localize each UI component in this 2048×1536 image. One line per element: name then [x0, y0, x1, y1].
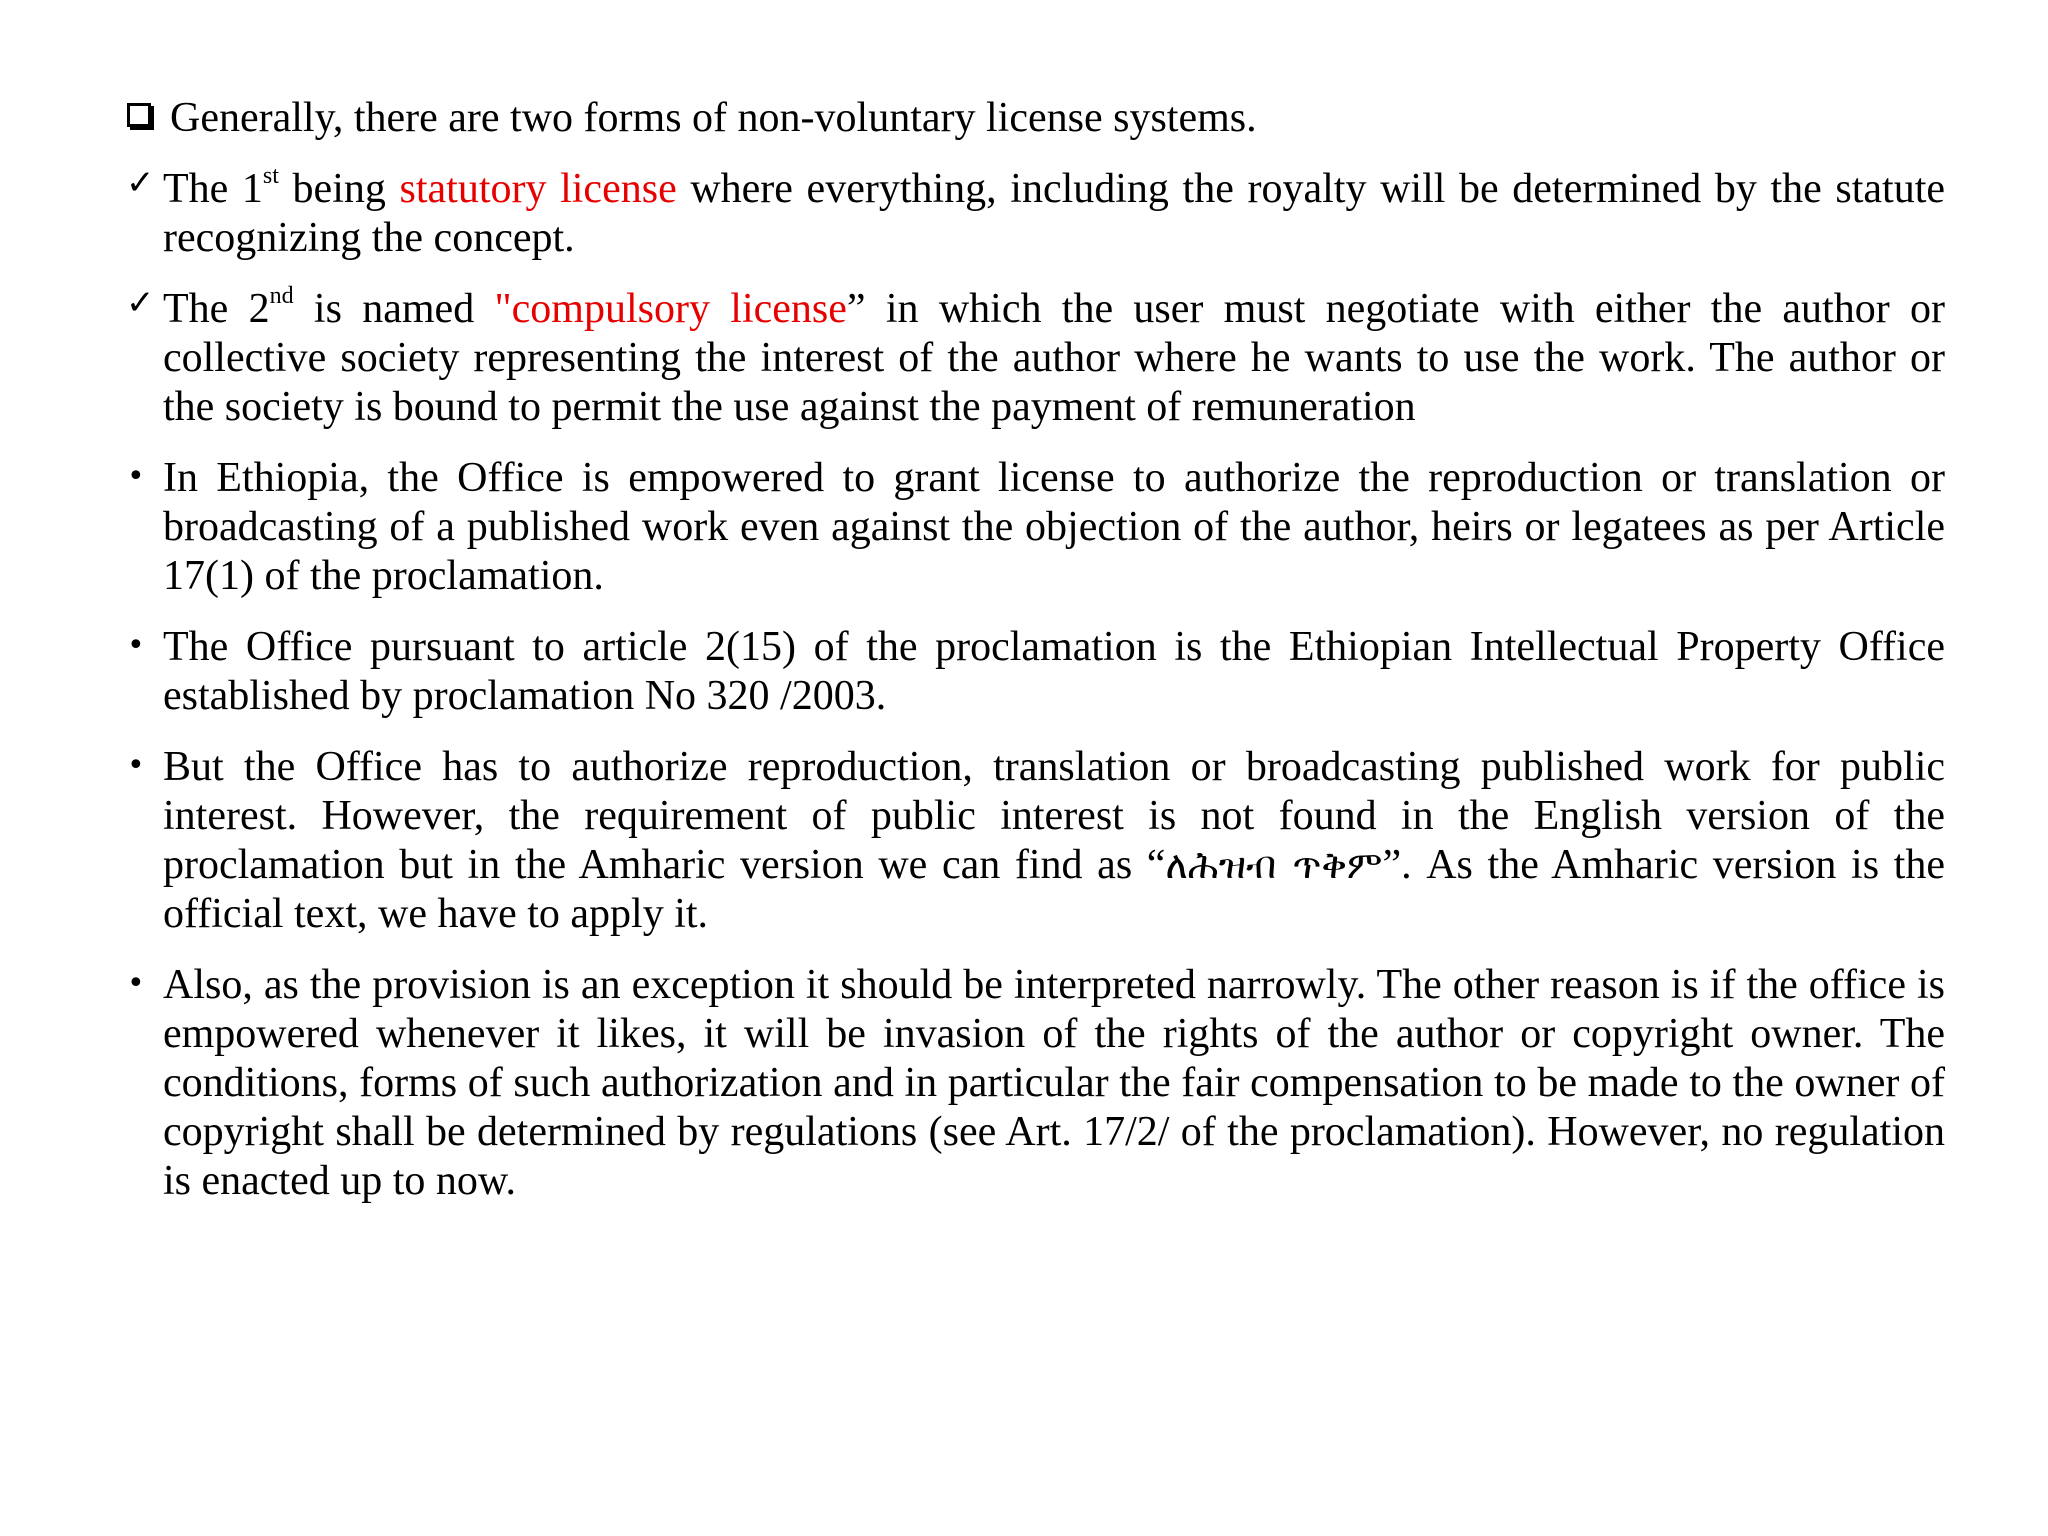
- statutory-license-term: statutory license: [399, 166, 677, 212]
- ethiopia-office-item: [125, 454, 1945, 601]
- statutory-after: where everything, including the royalty will be determined by the statute recognizing the concept.: [163, 166, 1946, 261]
- intro-text: Generally, there are two forms of non-voluntary license systems.: [170, 95, 1257, 141]
- compulsory-ordinal: nd: [269, 283, 294, 309]
- statutory-mid: being: [278, 166, 400, 212]
- bullet-icon: •: [127, 748, 145, 783]
- bullet-icon: •: [127, 966, 145, 1001]
- compulsory-license-term: "compulsory license: [494, 286, 847, 332]
- statutory-before: The 1: [163, 166, 263, 212]
- slide-body: [125, 94, 1945, 1228]
- compulsory-after: ” in which the user must negotiate with either the author or collective society representing the interest of the author where he wants to use the work. The author or the society is bound to permit the use against the payment of remuneration: [163, 286, 1946, 430]
- checkmark-icon: ✓: [126, 283, 155, 323]
- checkmark-icon: ✓: [126, 163, 155, 203]
- compulsory-mid: is named: [293, 286, 495, 332]
- intro-item: [125, 94, 1945, 143]
- compulsory-before: The 2: [163, 286, 270, 332]
- narrow-interpretation-text: Also, as the provision is an exception it should be interpreted narrowly. The other reason is if the office is empowered whenever it likes, it will be invasion of the rights of the author or copyright owner. The conditions, forms of such authorization and in particular the fair compensation to be made to the owner of copyright shall be determined by regulations (see Art. 17/2/ of the proclamation). However, no regulation is enacted up to now.: [163, 962, 1945, 1204]
- statutory-ordinal: st: [262, 163, 279, 189]
- public-interest-after: ”. As the Amharic version is the official text, we have to apply it.: [163, 842, 1945, 937]
- compulsory-license-item: [125, 285, 1945, 432]
- bullet-icon: •: [127, 628, 145, 663]
- ethiopia-office-text: In Ethiopia, the Office is empowered to grant license to authorize the reproduction or translation or broadcasting of a published work even against the objection of the author, heirs or legatees as per Article 17(1) of the proclamation.: [163, 455, 1945, 599]
- bullet-icon: •: [127, 459, 145, 494]
- statutory-license-item: [125, 165, 1945, 263]
- office-definition-text: The Office pursuant to article 2(15) of the proclamation is the Ethiopian Intellectual Property Office established by proclamation No 320 /2003.: [163, 624, 1945, 719]
- public-interest-item: [125, 743, 1945, 939]
- narrow-interpretation-item: [125, 961, 1945, 1206]
- checkbox-square-icon: [127, 103, 151, 127]
- office-definition-item: [125, 623, 1945, 721]
- amharic-phrase: ለሕዝብ ጥቅም: [1165, 843, 1383, 887]
- public-interest-before: But the Office has to authorize reproduction, translation or broadcasting published work for public interest. However, the requirement of public interest is not found in the English version of the proclamation but in the Amharic version we can find as “: [163, 744, 1945, 888]
